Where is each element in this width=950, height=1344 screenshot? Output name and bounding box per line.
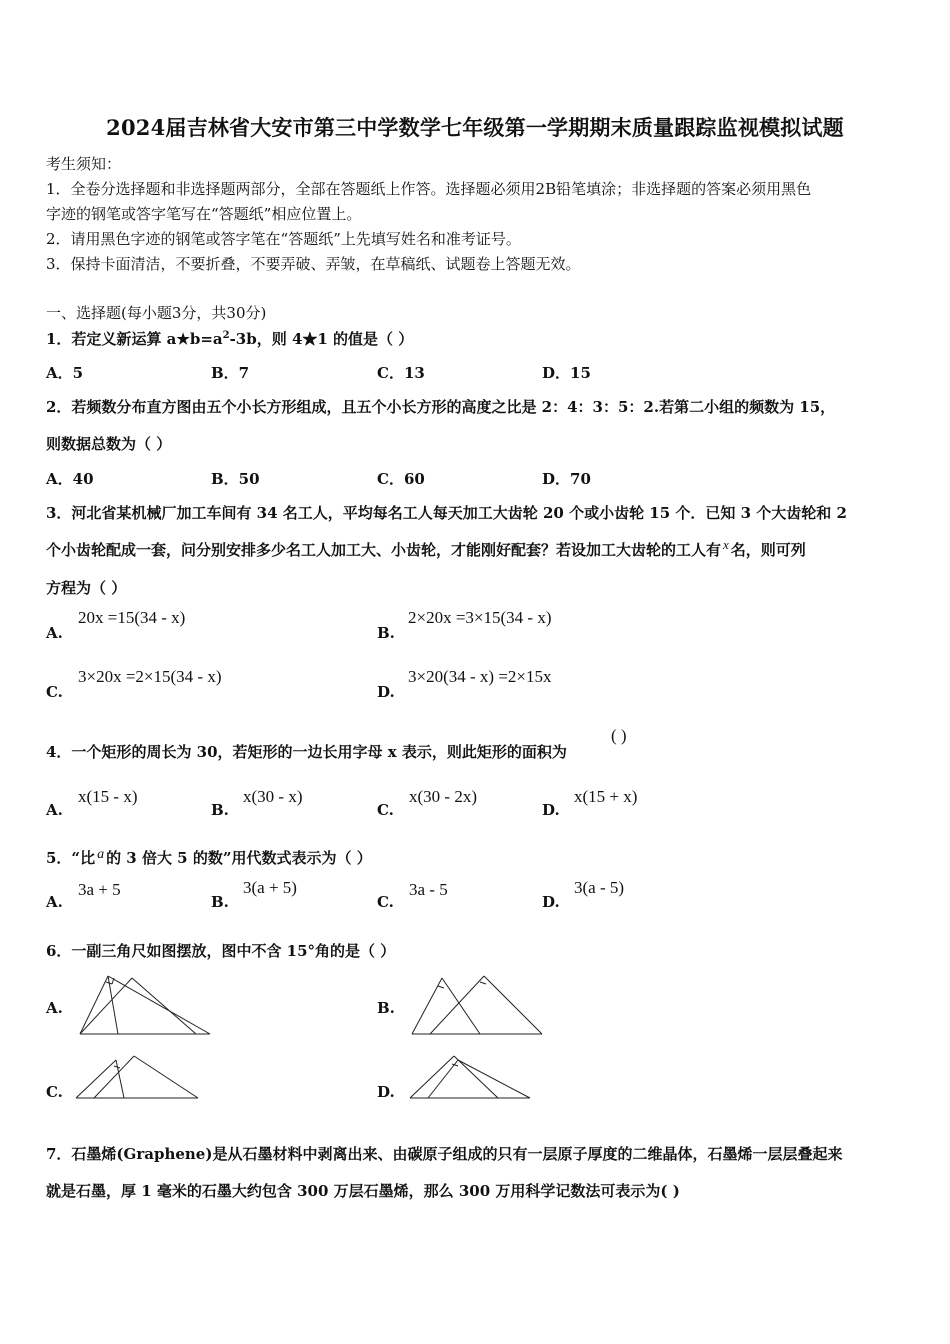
question-3-cont: 个小齿轮配成一套，问分别安排多少名工人加工大、小齿轮，才能刚好配套？若设加工大齿轮的工人有 x 名，则可列 xyxy=(46,537,806,559)
q4-option-d[interactable]: D. xyxy=(542,801,560,819)
question-2: 2．若频数分布直方图由五个小长方形组成，且五个小长方形的高度之比是 2：4：3：5：2.若第二小组的频数为 15， xyxy=(46,398,836,416)
notice-item-1: 1．全卷分选择题和非选择题两部分，全部在答题纸上作答。选择题必须用2B铅笔填涂；非选择题的答案必须用黑色 xyxy=(46,180,812,198)
q1-option-a[interactable]: A．5 xyxy=(46,364,84,382)
q5-option-d[interactable]: D. xyxy=(542,893,560,911)
notice-item-1-cont: 字迹的钢笔或答字笔写在“答题纸”相应位置上。 xyxy=(46,205,362,223)
q4-option-c-expr: x(30 - 2x) xyxy=(409,787,477,806)
question-6: 6．一副三角尺如图摆放，图中不含 15°角的是（ ） xyxy=(46,942,396,960)
q6-option-d-figure xyxy=(408,1052,534,1102)
q5-option-a-expr: 3a + 5 xyxy=(78,880,121,899)
q6-option-c[interactable]: C. xyxy=(46,1083,63,1101)
q1-option-c[interactable]: C．13 xyxy=(377,364,425,382)
question-1: 1．若定义新运算 $a★b=a^2-3b$，则 4★1 的值是（ ） xyxy=(46,330,414,348)
q3-option-b[interactable]: B. xyxy=(377,624,395,642)
q2-option-a[interactable]: A．40 xyxy=(46,470,94,488)
q6-option-b-figure xyxy=(408,972,548,1038)
question-3: 3．河北省某机械厂加工车间有 34 名工人，平均每名工人每天加工大齿轮 20 个或小齿轮 15 个．已知 3 个大齿轮和 2 xyxy=(46,504,847,522)
q4-option-d-expr: x(15 + x) xyxy=(574,787,638,806)
q6-option-d[interactable]: D. xyxy=(377,1083,395,1101)
q6-option-c-figure xyxy=(74,1054,204,1102)
q3-option-a-expr: 20x =15(34 - x) xyxy=(78,608,186,627)
question-3-cont-2: 方程为（ ） xyxy=(46,579,127,597)
q5-option-a[interactable]: A. xyxy=(46,893,63,911)
q5-option-c[interactable]: C. xyxy=(377,893,394,911)
notice-item-2: 2．请用黑色字迹的钢笔或答字笔在“答题纸”上先填写姓名和准考证号。 xyxy=(46,230,521,248)
q2-option-c[interactable]: C．60 xyxy=(377,470,425,488)
q5-option-d-expr: 3(a - 5) xyxy=(574,878,625,897)
q2-option-b[interactable]: B．50 xyxy=(211,470,260,488)
q4-answer-paren: ( ) xyxy=(611,726,627,745)
q3-option-d[interactable]: D. xyxy=(377,683,395,701)
q2-option-d[interactable]: D．70 xyxy=(542,470,591,488)
q5-option-b-expr: 3(a + 5) xyxy=(243,878,297,897)
q3-option-d-expr: 3×20(34 - x) =2×15x xyxy=(408,667,552,686)
q4-option-b[interactable]: B. xyxy=(211,801,229,819)
q6-option-b[interactable]: B. xyxy=(377,999,395,1017)
q5-option-b[interactable]: B. xyxy=(211,893,229,911)
notice-item-3: 3．保持卡面清洁，不要折叠，不要弄破、弄皱，在草稿纸、试题卷上答题无效。 xyxy=(46,255,581,273)
q4-option-b-expr: x(30 - x) xyxy=(243,787,303,806)
q3-option-c[interactable]: C. xyxy=(46,683,63,701)
section-heading: 一、选择题(每小题3分，共30分) xyxy=(46,304,267,322)
question-4: 4．一个矩形的周长为 30，若矩形的一边长用字母 x 表示，则此矩形的面积为 xyxy=(46,743,567,761)
page-title: 2024届吉林省大安市第三中学数学七年级第一学期期末质量跟踪监视模拟试题 xyxy=(106,115,844,140)
q1-option-b[interactable]: B．7 xyxy=(211,364,250,382)
question-2-cont: 则数据总数为（ ） xyxy=(46,435,172,453)
q1-option-d[interactable]: D．15 xyxy=(542,364,591,382)
q3-option-b-expr: 2×20x =3×15(34 - x) xyxy=(408,608,552,627)
q4-option-c[interactable]: C. xyxy=(377,801,394,819)
question-7-cont: 就是石墨，厚 1 毫米的石墨大约包含 300 万层石墨烯，那么 300 万用科学记数法可表示为( ) xyxy=(46,1182,680,1200)
q3-option-c-expr: 3×20x =2×15(34 - x) xyxy=(78,667,222,686)
q5-option-c-expr: 3a - 5 xyxy=(409,880,448,899)
q4-option-a-expr: x(15 - x) xyxy=(78,787,138,806)
q6-option-a[interactable]: A. xyxy=(46,999,63,1017)
notice-heading: 考生须知： xyxy=(46,155,122,173)
question-5: 5．“比 a 的 3 倍大 5 的数”用代数式表示为（ ） xyxy=(46,847,372,867)
q3-option-a[interactable]: A. xyxy=(46,624,63,642)
question-7: 7．石墨烯(Graphene)是从石墨材料中剥离出来、由碳原子组成的只有一层原子厚度的二维晶体，石墨烯一层层叠起来 xyxy=(46,1145,843,1163)
q6-option-a-figure xyxy=(76,972,216,1038)
q4-option-a[interactable]: A. xyxy=(46,801,63,819)
